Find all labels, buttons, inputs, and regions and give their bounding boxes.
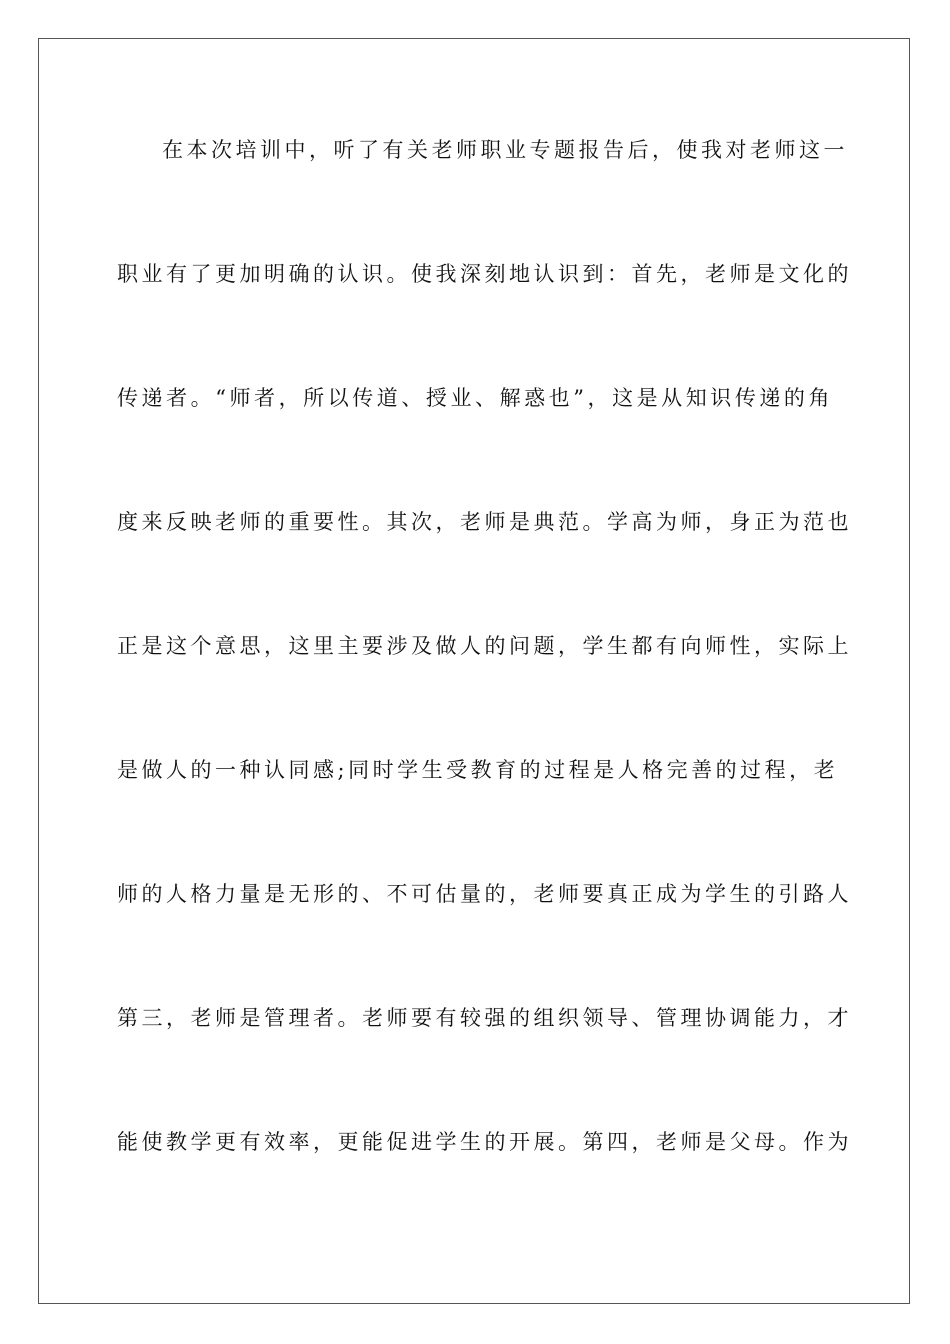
paragraph-line-7: 师的人格力量是无形的、不可估量的，老师要真正成为学生的引路人 — [117, 882, 852, 906]
paragraph-line-4: 度来反映老师的重要性。其次，老师是典范。学高为师，身正为范也 — [117, 510, 852, 534]
paragraph-line-3: 传递者。“师者，所以传道、授业、解惑也”，这是从知识传递的角 — [117, 386, 833, 410]
paragraph-line-1: 在本次培训中，听了有关老师职业专题报告后，使我对老师这一 — [162, 138, 848, 162]
paragraph-line-8: 第三，老师是管理者。老师要有较强的组织领导、管理协调能力，才 — [117, 1006, 852, 1030]
paragraph-line-5: 正是这个意思，这里主要涉及做人的问题，学生都有向师性，实际上 — [117, 634, 852, 658]
page-border — [38, 38, 910, 1304]
paragraph-line-9: 能使教学更有效率，更能促进学生的开展。第四，老师是父母。作为 — [117, 1130, 852, 1154]
paragraph-line-2: 职业有了更加明确的认识。使我深刻地认识到：首先，老师是文化的 — [117, 262, 852, 286]
paragraph-line-6: 是做人的一种认同感;同时学生受教育的过程是人格完善的过程，老 — [117, 758, 839, 782]
